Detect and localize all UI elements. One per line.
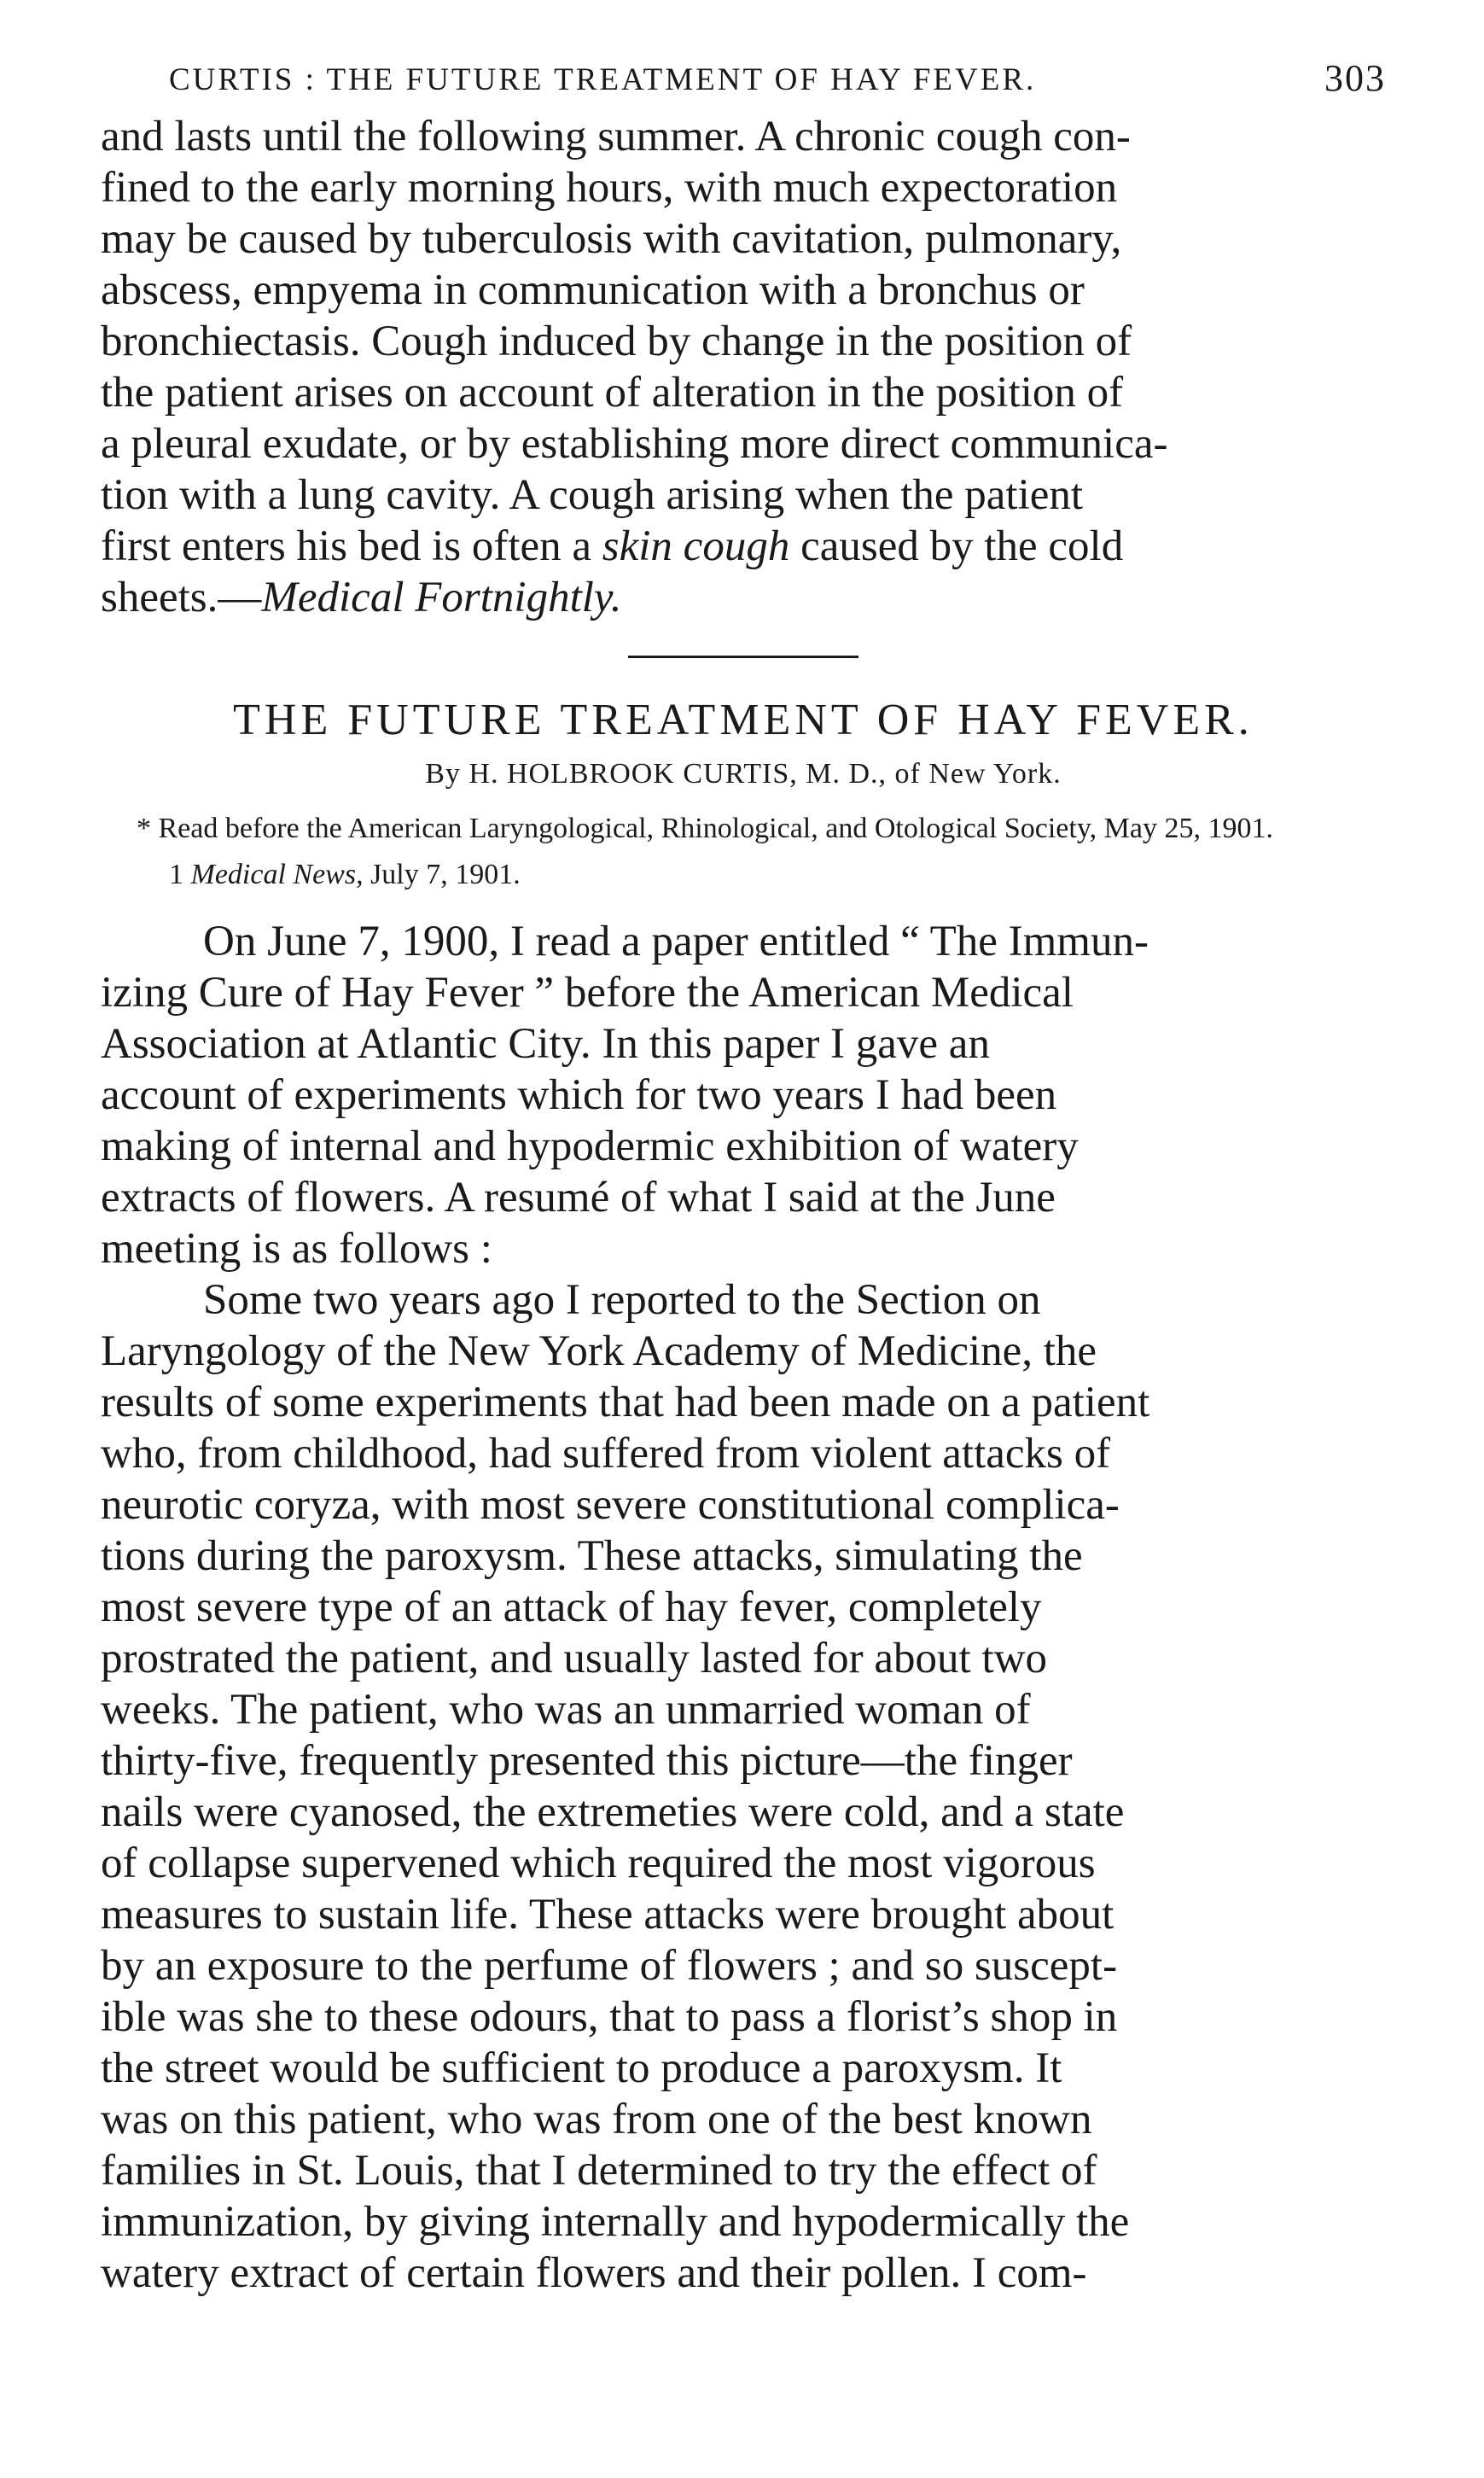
text-line: neurotic coryza, with most severe constitutional complica- <box>101 1481 1120 1529</box>
text-line: may be caused by tuberculosis with cavitation, pulmonary, <box>101 215 1122 263</box>
footnote-journal: Medical News, <box>190 859 364 890</box>
paragraph <box>101 916 1386 1274</box>
text-line: making of internal and hypodermic exhibition of watery <box>101 1122 1079 1170</box>
footnote-date: July 7, 1901. <box>363 859 521 890</box>
text-line: the street would be sufficient to produce a paroxysm. It <box>101 2044 1062 2092</box>
text-line: account of experiments which for two years I had been <box>101 1071 1057 1119</box>
running-head-title: CURTIS : THE FUTURE TREATMENT OF HAY FEVER. <box>169 62 1037 97</box>
text-fragment: sheets.— <box>101 574 262 621</box>
text-line: fined to the early morning hours, with much expectoration <box>101 164 1118 212</box>
text-line: who, from childhood, had suffered from violent attacks of <box>101 1430 1111 1478</box>
section-divider <box>628 656 858 658</box>
article-title: THE FUTURE TREATMENT OF HAY FEVER. <box>233 696 1254 744</box>
footnote-source <box>101 856 1386 894</box>
text-line: extracts of flowers. A resumé of what I said at the June <box>101 1174 1056 1222</box>
text-line: meeting is as follows : <box>101 1225 492 1273</box>
text-line: tions during the paroxysm. These attacks, simulating the <box>101 1532 1083 1580</box>
text-line: prostrated the patient, and usually lasted for about two <box>101 1635 1047 1682</box>
page <box>101 51 1386 2299</box>
text-line: nails were cyanosed, the extremeties were cold, and a state <box>101 1788 1125 1836</box>
paragraph <box>101 1274 1386 2299</box>
text-line: measures to sustain life. These attacks were brought about <box>101 1891 1114 1939</box>
text-line: families in St. Louis, that I determined to try the effect of <box>101 2147 1097 2195</box>
text-line: tion with a lung cavity. A cough arising when the patient <box>101 471 1084 519</box>
text-line: and lasts until the following summer. A chronic cough con- <box>101 113 1131 160</box>
text-line: ible was she to these odours, that to pass a florist’s shop in <box>101 1993 1118 2041</box>
byline: By H. HOLBROOK CURTIS, M. D., of New York. <box>425 758 1062 790</box>
article-body <box>101 916 1386 2299</box>
text-fragment: caused by the cold <box>789 522 1124 570</box>
text-line: Laryngology of the New York Academy of Medicine, the <box>101 1327 1097 1375</box>
text-line: izing Cure of Hay Fever ” before the American Medical <box>101 969 1074 1017</box>
text-line: Association at Atlantic City. In this paper I gave an <box>101 1020 990 1068</box>
text-line: by an exposure to the perfume of flowers ; and so suscept- <box>101 1942 1118 1990</box>
text-line: immunization, by giving internally and hypodermically the <box>101 2198 1130 2246</box>
text-line: was on this patient, who was from one of the best known <box>101 2096 1092 2143</box>
previous-article-text <box>101 111 1386 623</box>
text-line <box>101 572 1386 623</box>
page-number: 303 <box>1324 57 1386 99</box>
text-line: abscess, empyema in communication with a bronchus or <box>101 266 1085 314</box>
footnote-mark: 1 <box>169 859 191 890</box>
footnote-read-before: * Read before the American Laryngological, Rhinological, and Otological Society, May 25, 1901. <box>137 813 1273 844</box>
text-line: most severe type of an attack of hay fever, completely <box>101 1583 1042 1631</box>
text-fragment: first enters his bed is often a <box>101 522 602 570</box>
running-head <box>101 51 1386 111</box>
text-line: thirty-five, frequently presented this picture—the finger <box>101 1737 1073 1785</box>
italic-phrase: skin cough <box>602 522 790 570</box>
text-line <box>101 521 1386 572</box>
text-line: bronchiectasis. Cough induced by change in the position of <box>101 318 1132 365</box>
text-line: results of some experiments that had been made on a patient <box>101 1379 1150 1426</box>
source-citation: Medical Fortnightly. <box>261 574 622 621</box>
text-line: a pleural exudate, or by establishing more direct communica- <box>101 420 1168 468</box>
text-line: Some two years ago I reported to the Section on <box>203 1276 1041 1324</box>
text-line: of collapse supervened which required the most vigorous <box>101 1840 1096 1887</box>
text-line: On June 7, 1900, I read a paper entitled “ The Immun- <box>203 918 1149 965</box>
text-line: weeks. The patient, who was an unmarried woman of <box>101 1686 1031 1734</box>
text-line: the patient arises on account of alteration in the position of <box>101 369 1124 417</box>
text-line: watery extract of certain flowers and their pollen. I com- <box>101 2249 1087 2297</box>
